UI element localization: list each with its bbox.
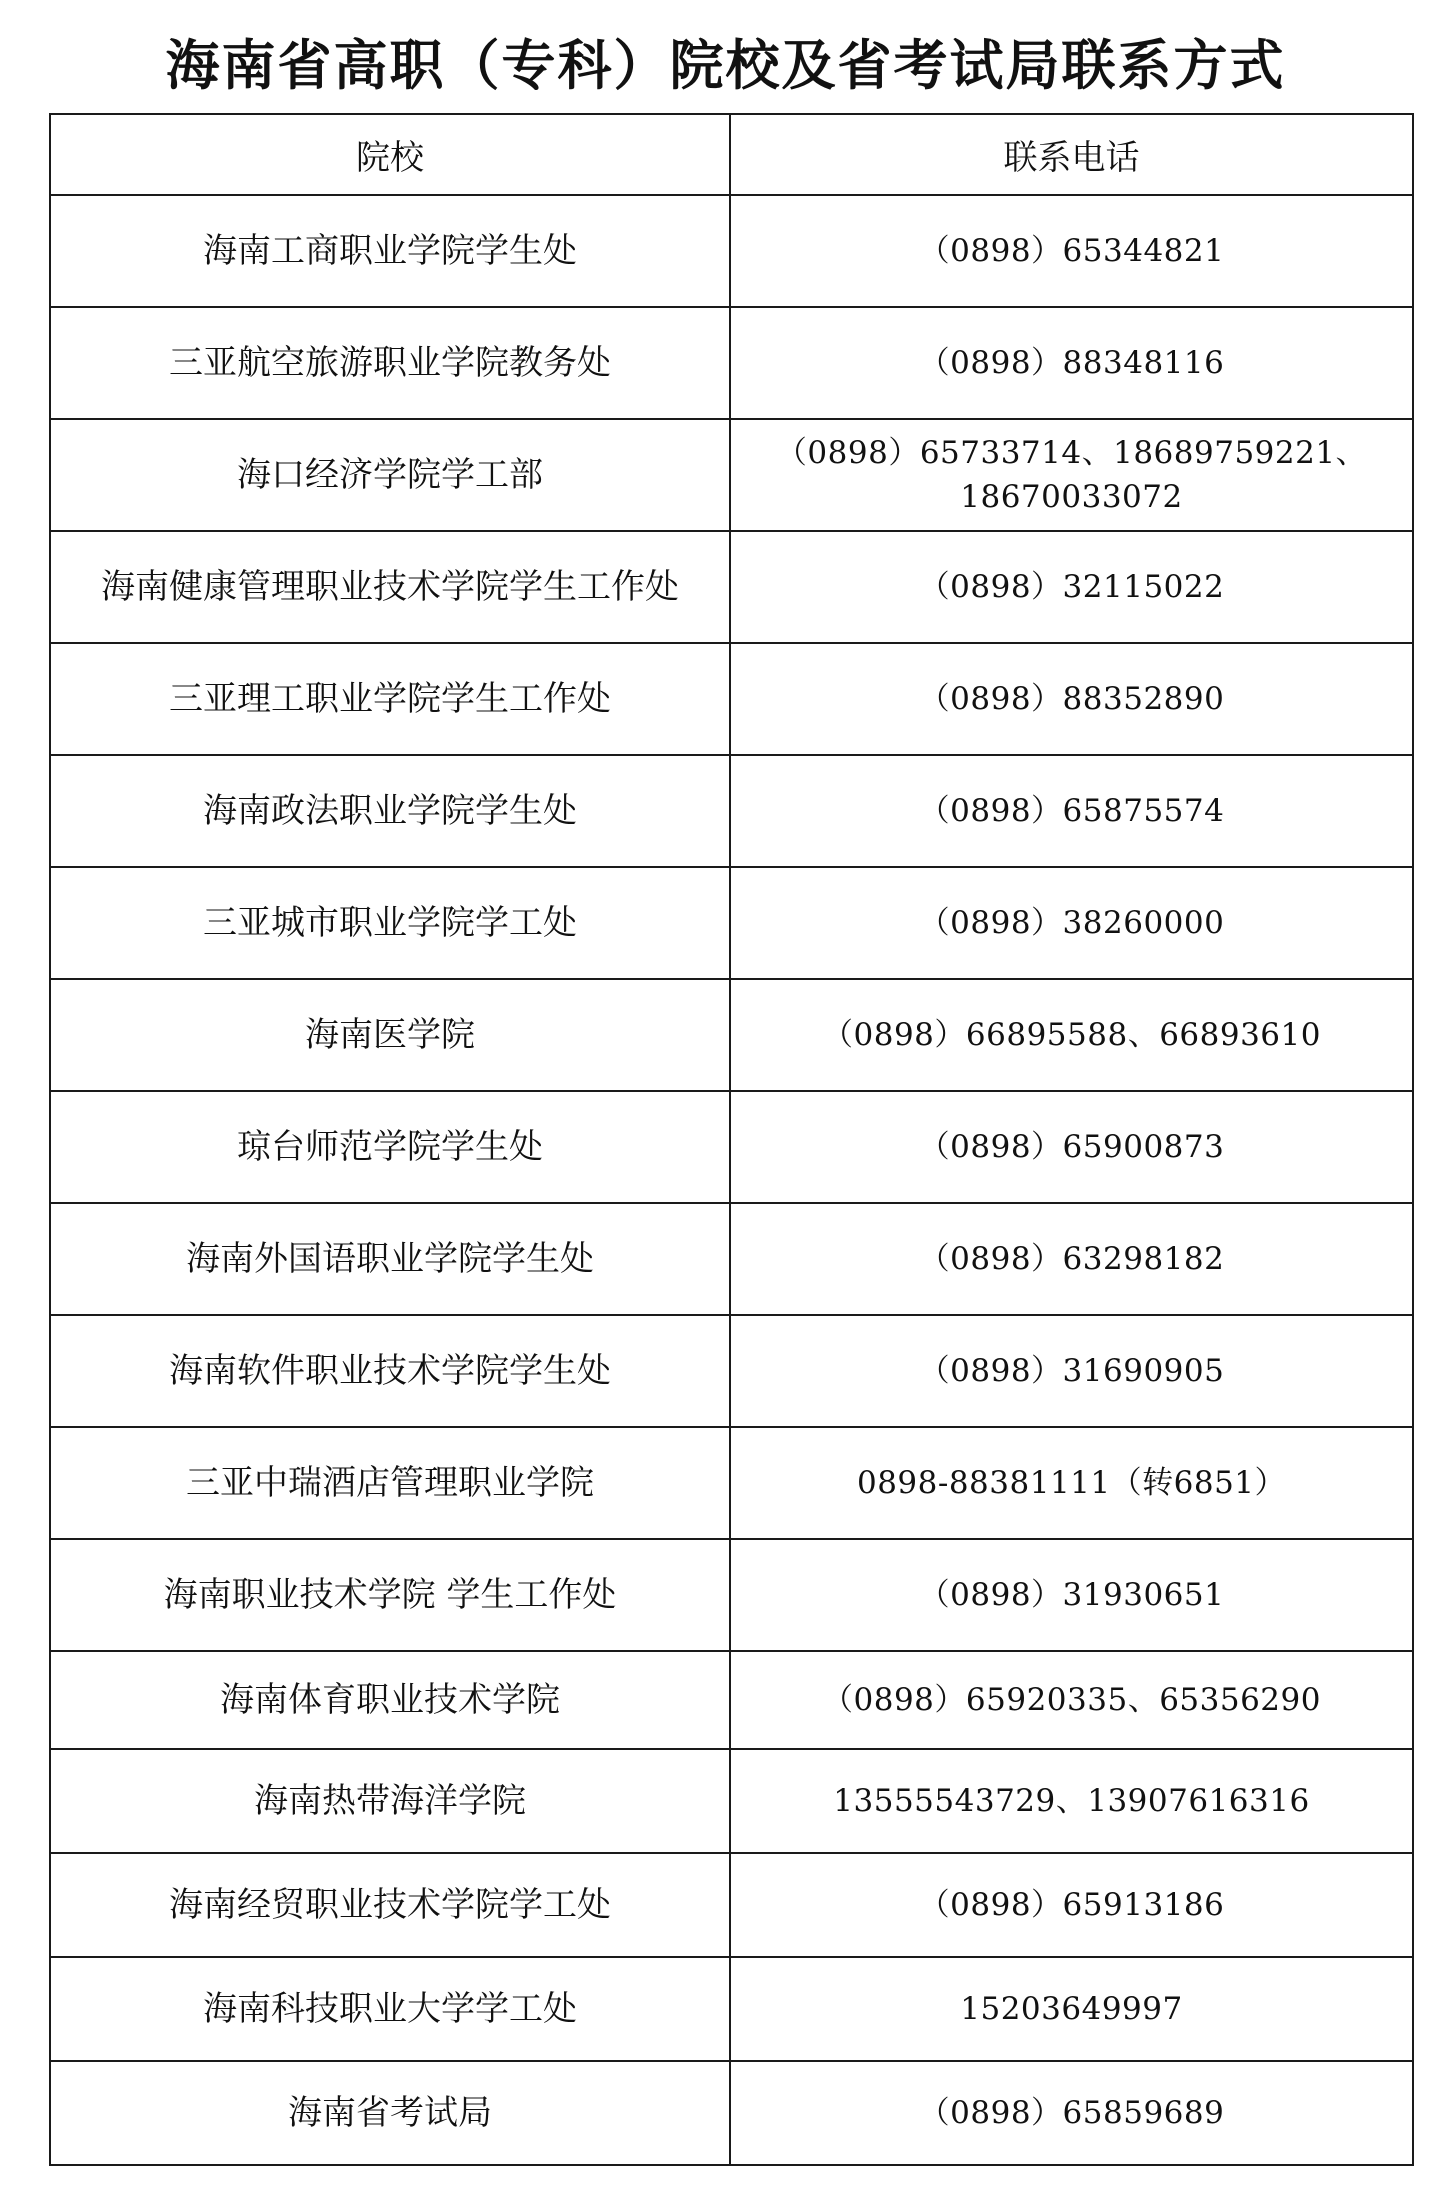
table-row [50, 1853, 1413, 1957]
phone-number: （0898）65900873 [730, 1091, 1413, 1203]
phone-number: （0898）63298182 [730, 1203, 1413, 1315]
phone-number: 0898-88381111（转6851） [730, 1427, 1413, 1539]
school-name: 三亚航空旅游职业学院教务处 [50, 307, 730, 419]
phone-number: （0898）31930651 [730, 1539, 1413, 1651]
phone-number: （0898）65920335、65356290 [730, 1651, 1413, 1749]
table-row [50, 979, 1413, 1091]
school-name: 海南经贸职业技术学院学工处 [50, 1853, 730, 1957]
table-row [50, 867, 1413, 979]
school-name: 海南体育职业技术学院 [50, 1651, 730, 1749]
table-row [50, 195, 1413, 307]
school-name: 琼台师范学院学生处 [50, 1091, 730, 1203]
table-row [50, 1091, 1413, 1203]
page-title: 海南省高职（专科）院校及省考试局联系方式 [165, 34, 1286, 97]
table-row [50, 643, 1413, 755]
table-row [50, 1315, 1413, 1427]
table-row [50, 1651, 1413, 1749]
school-name: 海南软件职业技术学院学生处 [50, 1315, 730, 1427]
phone-number: （0898）65344821 [730, 195, 1413, 307]
school-name: 海南政法职业学院学生处 [50, 755, 730, 867]
table-row [50, 531, 1413, 643]
phone-number: （0898）88352890 [730, 643, 1413, 755]
header-school: 院校 [50, 114, 730, 195]
school-name: 海南热带海洋学院 [50, 1749, 730, 1853]
school-name: 三亚理工职业学院学生工作处 [50, 643, 730, 755]
school-name: 海南健康管理职业技术学院学生工作处 [50, 531, 730, 643]
school-name: 海南外国语职业学院学生处 [50, 1203, 730, 1315]
table-row [50, 1203, 1413, 1315]
school-name: 三亚城市职业学院学工处 [50, 867, 730, 979]
school-name: 海南省考试局 [50, 2061, 730, 2165]
phone-number: （0898）65913186 [730, 1853, 1413, 1957]
table-row [50, 307, 1413, 419]
table-row [50, 755, 1413, 867]
phone-number: （0898）32115022 [730, 531, 1413, 643]
phone-number: 13555543729、13907616316 [730, 1749, 1413, 1853]
table-row [50, 1427, 1413, 1539]
phone-number: （0898）88348116 [730, 307, 1413, 419]
phone-number: （0898）38260000 [730, 867, 1413, 979]
table-header-row [50, 114, 1413, 195]
phone-number: （0898）31690905 [730, 1315, 1413, 1427]
header-phone: 联系电话 [730, 114, 1413, 195]
table-row [50, 1749, 1413, 1853]
school-name: 海南职业技术学院 学生工作处 [50, 1539, 730, 1651]
school-name: 三亚中瑞酒店管理职业学院 [50, 1427, 730, 1539]
phone-number: （0898）65875574 [730, 755, 1413, 867]
table-row [50, 1539, 1413, 1651]
phone-number: （0898）65733714、18689759221、18670033072 [730, 419, 1413, 531]
school-name: 海南科技职业大学学工处 [50, 1957, 730, 2061]
phone-number: （0898）65859689 [730, 2061, 1413, 2165]
table-row [50, 1957, 1413, 2061]
school-name: 海南医学院 [50, 979, 730, 1091]
table-row [50, 419, 1413, 531]
school-name: 海口经济学院学工部 [50, 419, 730, 531]
phone-number: 15203649997 [730, 1957, 1413, 2061]
phone-number: （0898）66895588、66893610 [730, 979, 1413, 1091]
contacts-table [49, 113, 1414, 2166]
school-name: 海南工商职业学院学生处 [50, 195, 730, 307]
table-row [50, 2061, 1413, 2165]
